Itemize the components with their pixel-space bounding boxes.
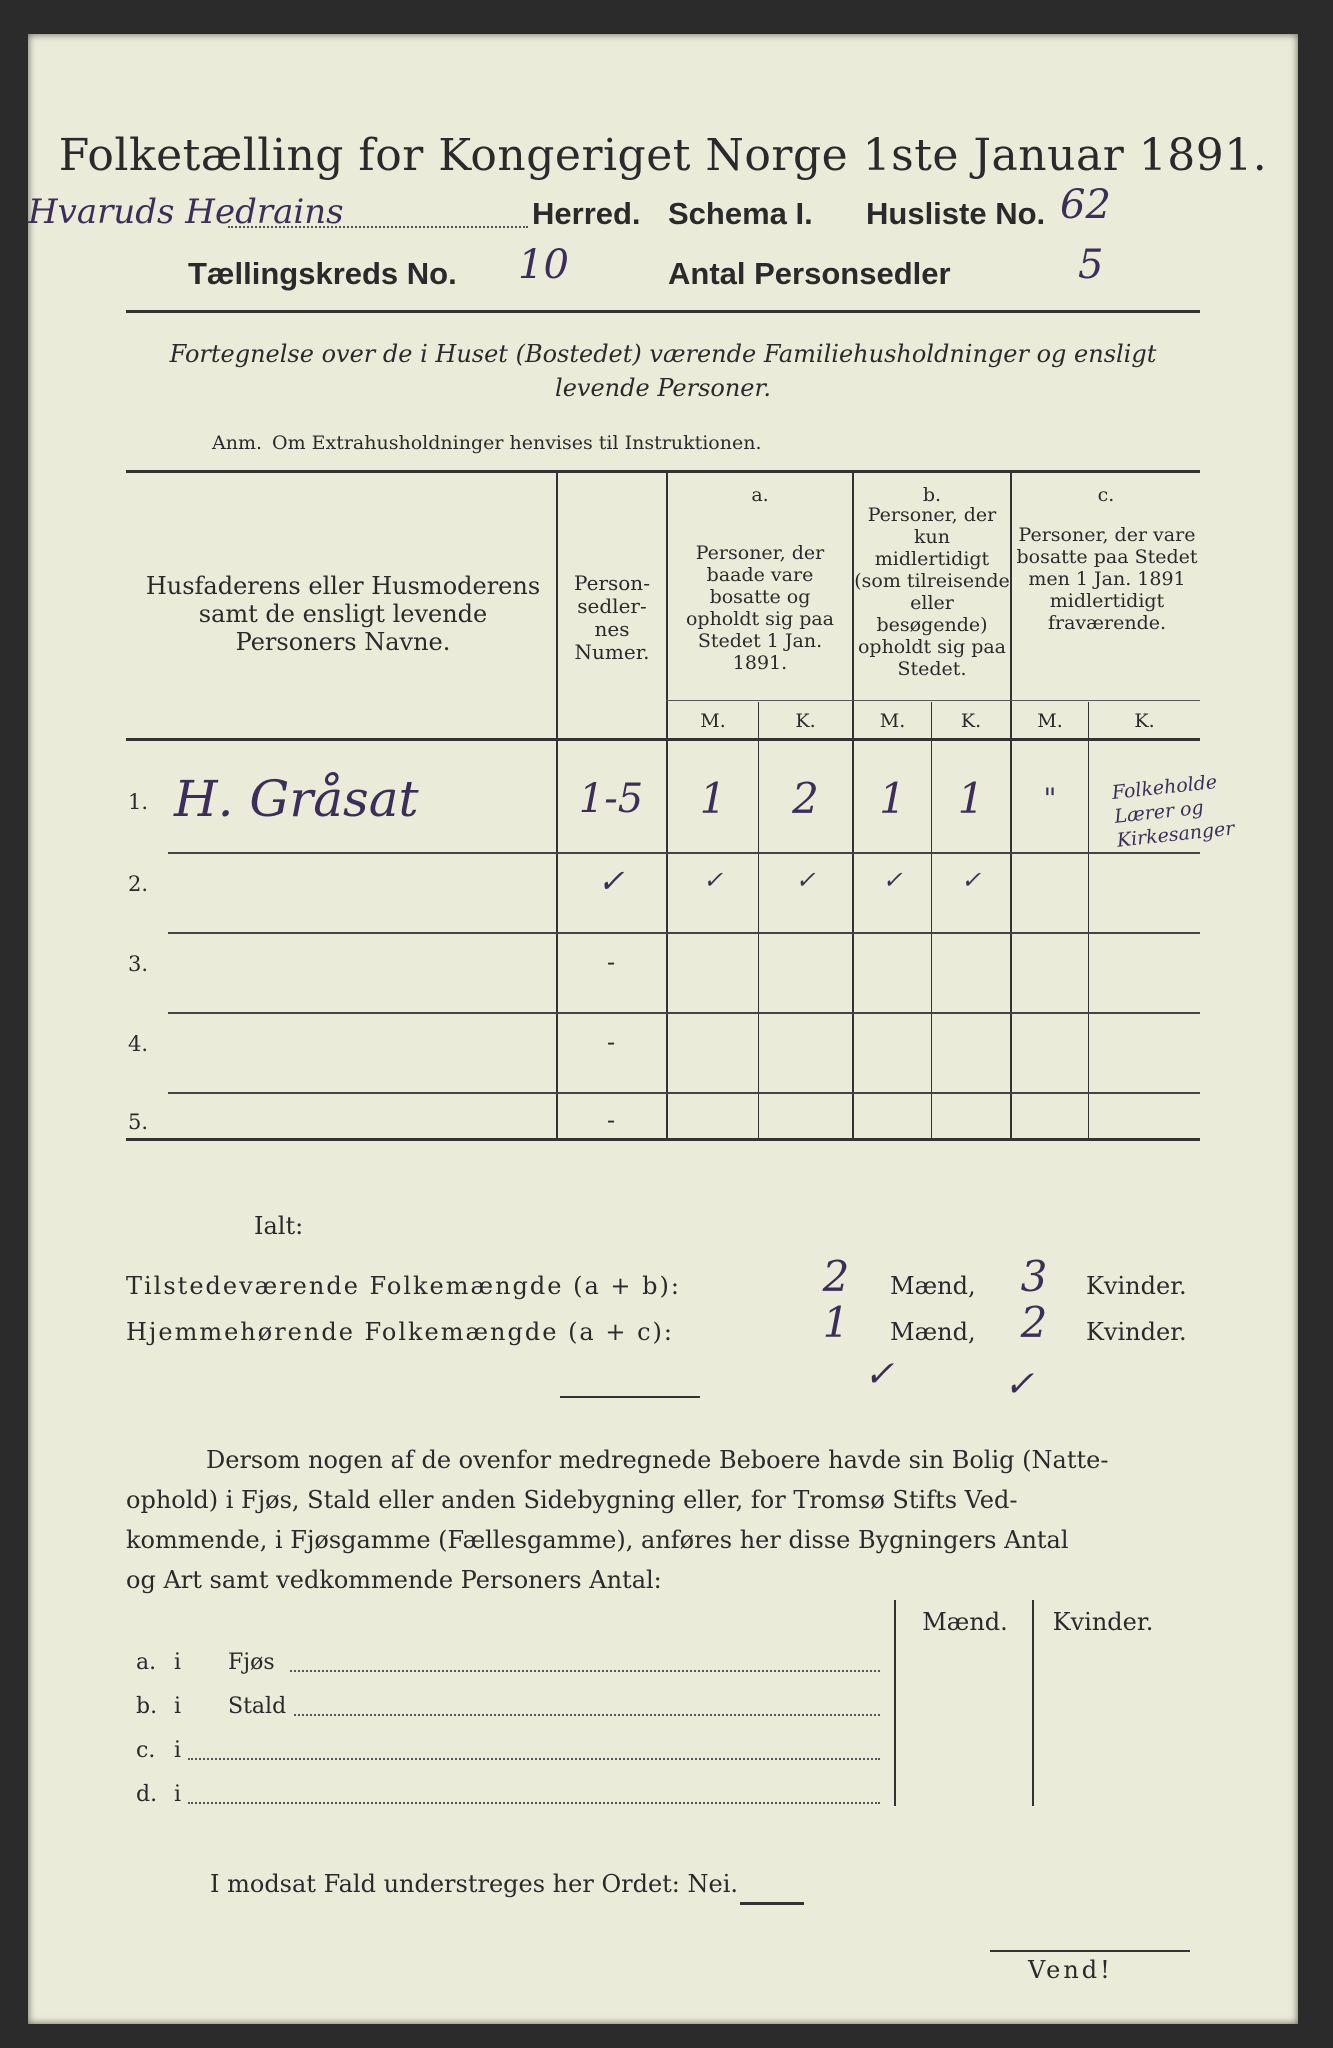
b-m-label: M. xyxy=(879,710,906,732)
row-4-num: - xyxy=(606,1028,616,1056)
row-1-b-m: 1 xyxy=(879,774,906,823)
row-1-a-k: 2 xyxy=(792,774,819,823)
row-3-no: 3. xyxy=(128,952,149,976)
row-1-a-m: 1 xyxy=(699,774,727,823)
building-c-letter: c. xyxy=(136,1738,156,1763)
col-c-header: Personer, der vare bosatte paa Stedet men 1 Jan. 1891 midlertidigt fraværende. xyxy=(1016,524,1198,634)
col-divider-b-mk xyxy=(931,702,932,1138)
vend-rule xyxy=(990,1950,1190,1952)
buildings-maend-head: Mænd. xyxy=(922,1608,1008,1636)
buildings-col-divider-1 xyxy=(894,1600,896,1806)
buildings-para-line-3: kommende, i Fjøsgamme (Fællesgamme), anføres her disse Bygningers Antal xyxy=(126,1526,1069,1554)
building-a-dots xyxy=(290,1670,880,1672)
schema-label: Schema I. xyxy=(668,196,813,231)
a-k-label: K. xyxy=(795,710,816,732)
row-2-rule xyxy=(168,932,1200,934)
husliste-label: Husliste No. xyxy=(866,196,1046,231)
row-1-margin-note: Folkeholde Lærer og Kirkesanger xyxy=(1110,771,1236,852)
buildings-para-line-2: ophold) i Fjøs, Stald eller anden Sidebygning eller, for Tromsø Stifts Ved- xyxy=(126,1486,1018,1514)
row-3-rule xyxy=(168,1012,1200,1014)
building-a-i: i xyxy=(174,1650,182,1675)
row-2-b-m: ✓ xyxy=(882,866,903,894)
total-resident-label: Hjemmehørende Folkemængde (a + c): xyxy=(126,1318,674,1346)
row-1-rule xyxy=(168,852,1200,854)
total-resident-maend: Mænd, xyxy=(890,1318,976,1346)
herred-dots xyxy=(228,226,528,228)
total-check-m: ✓ xyxy=(864,1354,895,1395)
row-1-c-m: " xyxy=(1043,782,1057,815)
row-2-a-m: ✓ xyxy=(702,866,724,894)
herred-value: Hvaruds Hedrains xyxy=(28,192,344,232)
ialt-label: Ialt: xyxy=(254,1212,304,1240)
col-c-letter: c. xyxy=(1097,484,1115,506)
row-2-num: ✓ xyxy=(597,862,625,900)
row-2-no: 2. xyxy=(128,872,149,896)
total-present-maend: Mænd, xyxy=(890,1272,976,1300)
anm-text: Om Extrahusholdninger henvises til Instruktionen. xyxy=(272,432,762,454)
total-present-k: 3 xyxy=(1020,1252,1048,1301)
row-1-num: 1-5 xyxy=(578,776,644,822)
col-num-header: Person-sedler-nes Numer. xyxy=(574,571,650,664)
building-b-dots xyxy=(294,1714,880,1716)
totals-separator xyxy=(560,1396,700,1398)
row-2-b-k: ✓ xyxy=(960,866,982,894)
building-a-letter: a. xyxy=(136,1650,157,1675)
table-header-rule xyxy=(126,738,1200,741)
col-a-header: Personer, der baade vare bosatte og opholdt sig paa Stedet 1 Jan. 1891. xyxy=(685,542,835,674)
building-b-label: Stald xyxy=(228,1694,287,1719)
total-present-label: Tilstedeværende Folkemængde (a + b): xyxy=(126,1272,681,1300)
building-b-letter: b. xyxy=(136,1694,158,1719)
nei-underline xyxy=(740,1902,804,1905)
col-divider-c-mk xyxy=(1088,702,1089,1138)
row-5-num: - xyxy=(606,1106,616,1134)
col-b-header: Personer, der kun midlertidigt (som tilreisende eller besøgende) opholdt sig paa Stedet. xyxy=(854,504,1010,680)
a-m-label: M. xyxy=(700,710,726,732)
c-m-label: M. xyxy=(1037,710,1063,732)
mk-header-rule xyxy=(666,700,1200,701)
building-d-i: i xyxy=(174,1782,182,1807)
building-b-i: i xyxy=(174,1694,182,1719)
row-4-rule xyxy=(168,1092,1200,1094)
header-rule xyxy=(126,310,1200,313)
row-4-no: 4. xyxy=(128,1032,149,1056)
total-resident-k: 2 xyxy=(1020,1298,1048,1347)
c-k-label: K. xyxy=(1134,710,1155,732)
kreds-label: Tællingskreds No. xyxy=(188,256,457,291)
table-top-rule xyxy=(126,470,1200,473)
col-b-letter: b. xyxy=(922,484,942,506)
kreds-value: 10 xyxy=(518,242,569,288)
col-divider-a-mk xyxy=(758,702,759,1138)
anm-label: Anm. xyxy=(212,432,263,454)
buildings-col-divider-2 xyxy=(1032,1600,1034,1806)
row-3-num: - xyxy=(606,948,616,976)
building-a-label: Fjøs xyxy=(228,1650,275,1675)
intro-line-1: Fortegnelse over de i Huset (Bostedet) værende Familiehusholdninger og ensligt xyxy=(169,340,1157,368)
building-c-i: i xyxy=(174,1738,182,1763)
antal-value: 5 xyxy=(1078,242,1104,288)
buildings-para-line-1: Dersom nogen af de ovenfor medregnede Beboere havde sin Bolig (Natte- xyxy=(206,1446,1109,1474)
b-k-label: K. xyxy=(960,710,982,732)
col-a-letter: a. xyxy=(751,484,769,506)
building-d-dots xyxy=(188,1802,880,1804)
row-5-no: 5. xyxy=(128,1110,149,1134)
table-bottom-rule xyxy=(126,1138,1200,1141)
intro-line-2: levende Personer. xyxy=(555,374,771,402)
antal-label: Antal Personsedler xyxy=(668,256,951,291)
total-resident-kvinder: Kvinder. xyxy=(1086,1318,1187,1346)
total-present-kvinder: Kvinder. xyxy=(1086,1272,1187,1300)
row-1-no: 1. xyxy=(128,790,149,814)
total-resident-m: 1 xyxy=(822,1298,850,1347)
row-2-a-k: ✓ xyxy=(795,866,816,894)
husliste-value: 62 xyxy=(1060,182,1111,228)
row-1-b-k: 1 xyxy=(957,774,985,823)
building-c-dots xyxy=(188,1758,880,1760)
total-check-k: ✓ xyxy=(1004,1364,1035,1405)
buildings-kvinder-head: Kvinder. xyxy=(1052,1608,1154,1636)
form-title: Folketælling for Kongeriget Norge 1ste Januar 1891. xyxy=(58,130,1268,181)
col-name-header: Husfaderens eller Husmoderens samt de ensligt levende Personers Navne. xyxy=(145,572,541,656)
modsat-text: I modsat Fald understreges her Ordet: Nei. xyxy=(210,1870,739,1898)
total-present-m: 2 xyxy=(822,1252,850,1301)
vend-text: Vend! xyxy=(1028,1956,1113,1984)
buildings-para-line-4: og Art samt vedkommende Personers Antal: xyxy=(126,1566,662,1594)
building-d-letter: d. xyxy=(136,1782,158,1807)
census-form-sheet xyxy=(28,34,1298,2024)
row-1-name: H. Gråsat xyxy=(174,770,419,828)
herred-label: Herred. xyxy=(532,196,641,231)
